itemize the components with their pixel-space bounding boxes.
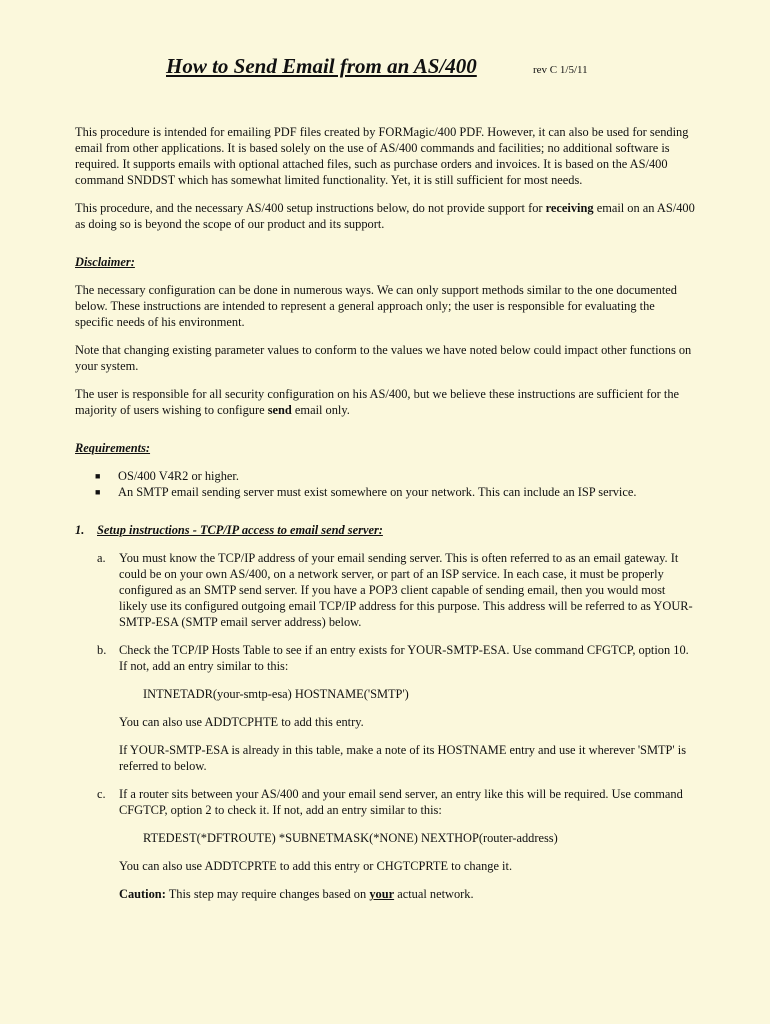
caution-text: This step may require changes based on (165, 887, 370, 901)
caution-note (75, 886, 695, 902)
step-letter: b. (97, 643, 107, 657)
step-c-note-1: You can also use ADDTCPRTE to add this entry or CHGTCPRTE to change it. (119, 859, 513, 873)
intro-p2-text-after: email on an AS/400 as doing so is beyond the scope of our product and its support. (75, 201, 695, 231)
bullet-icon: ■ (95, 471, 101, 481)
section-title: Setup instructions - TCP/IP access to email send server: (97, 523, 383, 537)
route-command: RTEDEST(*DFTROUTE) *SUBNETMASK(*NONE) NEXTHOP(router-address) (143, 831, 558, 845)
intro-paragraph-2 (75, 200, 695, 232)
bullet-icon: ■ (95, 487, 101, 497)
your-emphasis: your (369, 887, 395, 901)
disclaimer-paragraph-3 (75, 386, 695, 418)
receiving-emphasis: receiving (545, 201, 594, 215)
requirements-heading: Requirements: (75, 441, 151, 455)
step-c (75, 786, 695, 818)
caution-text-after: actual network. (394, 887, 474, 901)
step-a (75, 550, 695, 630)
intro-p2-text: This procedure, and the necessary AS/400 setup instructions below, do not provide support for (75, 201, 546, 215)
step-letter: c. (97, 787, 106, 801)
requirements-list (75, 468, 695, 500)
step-b-text: Check the TCP/IP Hosts Table to see if an entry exists for YOUR-SMTP-ESA. Use command CFGTCP, option 10. If not, add an entry similar to this: (119, 643, 689, 673)
document-body (75, 124, 695, 914)
step-a-text: You must know the TCP/IP address of your email sending server. This is often referred to as an email gateway. It could be on your own AS/400, on a network server, or part of an ISP service. In each case, it must be properly configured as an SMTP send server. If you have a POP3 client capable of sending email, then you would most likely use its configured outgoing email TCP/IP address for this purpose. This address will be referred to as YOUR-SMTP-ESA (SMTP email server address) below. (119, 551, 693, 629)
title-row (0, 54, 770, 88)
requirement-text: OS/400 V4R2 or higher. (118, 469, 239, 483)
list-item (95, 484, 695, 500)
list-item (95, 468, 695, 484)
disclaimer-p3-text: The user is responsible for all security configuration on his AS/400, but we believe these instructions are sufficient for the majority of users wishing to configure (75, 387, 680, 417)
step-b (75, 642, 695, 674)
disclaimer-heading: Disclaimer: (75, 255, 135, 269)
disclaimer-p3-text-after: email only. (291, 403, 350, 417)
step-b-note-1: You can also use ADDTCPHTE to add this entry. (119, 715, 364, 729)
section-1-heading (75, 522, 695, 538)
step-b-note-2: If YOUR-SMTP-ESA is already in this table, make a note of its HOSTNAME entry and use it wherever 'SMTP' is referred to below. (119, 743, 687, 773)
caution-label: Caution: (119, 887, 166, 901)
requirement-text: An SMTP email sending server must exist somewhere on your network. This can include an ISP service. (118, 485, 637, 499)
intro-paragraph-1: This procedure is intended for emailing PDF files created by FORMagic/400 PDF. However, it can also be used for sending email from other applications. It is based solely on the use of AS/400 commands and facilities; no additional software is required. It supports emails with optional attached files, such as purchase orders and invoices. It is based on the AS/400 command SNDDST which has somewhat limited functionality. Yet, it is still sufficient for most needs. (75, 125, 689, 187)
revision-label: rev C 1/5/11 (533, 64, 588, 76)
section-number: 1. (75, 523, 85, 537)
disclaimer-paragraph-2: Note that changing existing parameter values to conform to the values we have noted below could impact other functions on your system. (75, 343, 692, 373)
step-letter: a. (97, 551, 106, 565)
send-emphasis: send (267, 403, 292, 417)
disclaimer-paragraph-1: The necessary configuration can be done in numerous ways. We can only support methods similar to the one documented below. These instructions are intended to represent a general approach only; the user is responsible for evaluating the specific needs of his environment. (75, 283, 677, 329)
document-title: How to Send Email from an AS/400 (166, 54, 477, 78)
step-c-text: If a router sits between your AS/400 and your email send server, an entry like this will be required. Use command CFGTCP, option 2 to check it. If not, add an entry similar to this: (119, 787, 683, 817)
hosts-table-command: INTNETADR(your-smtp-esa) HOSTNAME('SMTP') (143, 687, 409, 701)
